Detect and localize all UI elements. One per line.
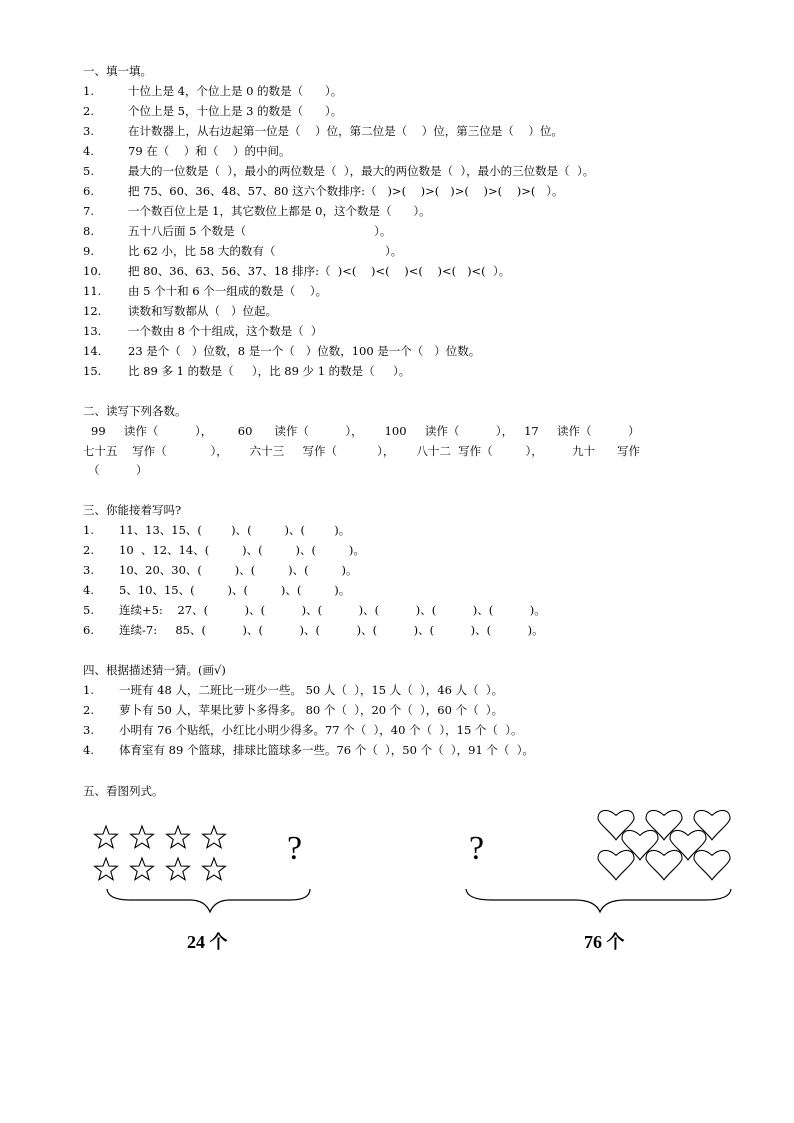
section1-item-text: 比 62 小，比 58 大的数有（ ）。 [128, 244, 403, 258]
section2-row3: （ ） [88, 463, 148, 477]
star-icon [167, 826, 190, 848]
section3-item-number: 5. [83, 603, 94, 617]
section1-item-text: 一个数由 8 个十组成，这个数是（ ） [128, 324, 323, 338]
section1-item-text: 由 5 个十和 6 个一组成的数是（ ）。 [128, 284, 328, 298]
section4-item-text: 小明有 76 个贴纸，小红比小明少得多。77 个（ ），40 个（ ），15 个（ ）。 [119, 723, 523, 737]
section1-item-text: 把 75、60、36、48、57、80 这六个数排序:（ )>( )>( )>( )>( )>( ）。 [128, 184, 564, 198]
section4-item-number: 3. [83, 723, 94, 737]
section1-item-text: 一个数百位上是 1，其它数位上都是 0，这个数是（ ）。 [128, 204, 431, 218]
section3-item-text: 11、13、15、( )、( )、( )。 [119, 523, 351, 537]
section4-item-number: 1. [83, 683, 94, 697]
section4-item-text: 萝卜有 50 人，苹果比萝卜多得多。 80 个（ ），20 个（ ），60 个（ ）。 [119, 703, 504, 717]
section4-item-text: 一班有 48 人，二班比一班少一些。 50 人（ ），15 人（ ），46 人（ ）。 [119, 683, 504, 697]
section1-item-number: 6. [83, 184, 94, 198]
heart-icon [646, 850, 682, 879]
section1-item-text: 个位上是 5，十位上是 3 的数是（ ）。 [128, 104, 343, 118]
heart-icon [598, 850, 634, 879]
section4-item-number: 2. [83, 703, 94, 717]
section1-item-number: 5. [83, 164, 94, 178]
star-icon [203, 858, 226, 880]
section1-item-number: 1. [83, 84, 94, 98]
section2-title: 二、读写下列各数。 [83, 404, 187, 418]
section1-item-text: 比 89 多 1 的数是（ ），比 89 少 1 的数是（ ）。 [128, 364, 411, 378]
section1-item-number: 13. [83, 324, 102, 338]
section4-item-text: 体育室有 89 个篮球，排球比篮球多一些。76 个（ ），50 个（ ），91 个（ ）。 [119, 743, 534, 757]
section3-item-number: 6. [83, 623, 94, 637]
left-question-mark: ? [287, 830, 303, 867]
right-total-label: 76 个 [584, 932, 625, 952]
right-question-mark: ? [469, 830, 485, 867]
section3-item-number: 1. [83, 523, 94, 537]
section1-item-number: 8. [83, 224, 94, 238]
star-icon [95, 858, 118, 880]
section2-row1: 99 读作（ ）， 60 读作（ ）， 100 读作（ ）， 17 读作（ ） [91, 424, 640, 438]
star-icon [131, 826, 154, 848]
hearts-group [598, 810, 730, 879]
section1-item-number: 9. [83, 244, 94, 258]
section1-item-text: 五十八后面 5 个数是（ ）。 [128, 224, 392, 238]
section1-item-text: 读数和写数都从（ ）位起。 [128, 304, 277, 318]
section3-item-text: 5、10、15、( )、( )、( )。 [119, 583, 351, 597]
section1-item-number: 2. [83, 104, 94, 118]
section1-title: 一、填一填。 [83, 64, 152, 78]
section3-item-number: 2. [83, 543, 94, 557]
star-icon [131, 858, 154, 880]
stars-group [95, 826, 226, 880]
left-total-label: 24 个 [187, 932, 228, 952]
section1-item-number: 7. [83, 204, 94, 218]
right-brace [466, 889, 731, 912]
section3-item-text: 连续-7: 85、( )、( )、( )、( )、( )、( )。 [119, 623, 544, 637]
section1-item-number: 11. [83, 284, 102, 298]
section1-item-number: 14. [83, 344, 102, 358]
section2-row2: 七十五 写作（ ）， 六十三 写作（ ）， 八十二 写作（ ）， 九十 写作 [83, 444, 640, 458]
section3-item-text: 10、20、30、( )、( )、( )。 [119, 563, 358, 577]
section4-title: 四、根据描述猜一猜。(画√) [83, 663, 226, 677]
heart-icon [694, 850, 730, 879]
star-icon [203, 826, 226, 848]
section1-item-text: 23 是个（ ）位数，8 是一个（ ）位数，100 是一个（ ）位数。 [128, 344, 481, 358]
section1-item-number: 15. [83, 364, 102, 378]
section5-title: 五、看图列式。 [83, 784, 164, 798]
section1-item-number: 3. [83, 124, 94, 138]
section3-item-text: 10 、12、14、( )、( )、( )。 [119, 543, 365, 557]
section1-item-text: 最大的一位数是（ ），最小的两位数是（ ），最大的两位数是（ ），最小的三位数是（ ）。 [128, 164, 595, 178]
section1-item-text: 十位上是 4，个位上是 0 的数是（ ）。 [128, 84, 343, 98]
star-icon [167, 858, 190, 880]
left-brace [107, 889, 310, 912]
section1-item-text: 在计数器上，从右边起第一位是（ ）位，第二位是（ ）位，第三位是（ ）位。 [128, 124, 563, 138]
section3-item-number: 3. [83, 563, 94, 577]
section4-item-number: 4. [83, 743, 94, 757]
section3-item-text: 连续+5: 27、( )、( )、( )、( )、( )、( )。 [119, 603, 546, 617]
section1-item-text: 把 80、36、63、56、37、18 排序:（ )<( )<( )<( )<( )<( ）。 [128, 264, 511, 278]
section1-item-number: 4. [83, 144, 94, 158]
section1-item-text: 79 在（ ）和（ ）的中间。 [128, 144, 291, 158]
star-icon [95, 826, 118, 848]
section3-title: 三、你能接着写吗? [83, 503, 182, 517]
section3-item-number: 4. [83, 583, 94, 597]
section1-item-number: 12. [83, 304, 102, 318]
section1-item-number: 10. [83, 264, 102, 278]
